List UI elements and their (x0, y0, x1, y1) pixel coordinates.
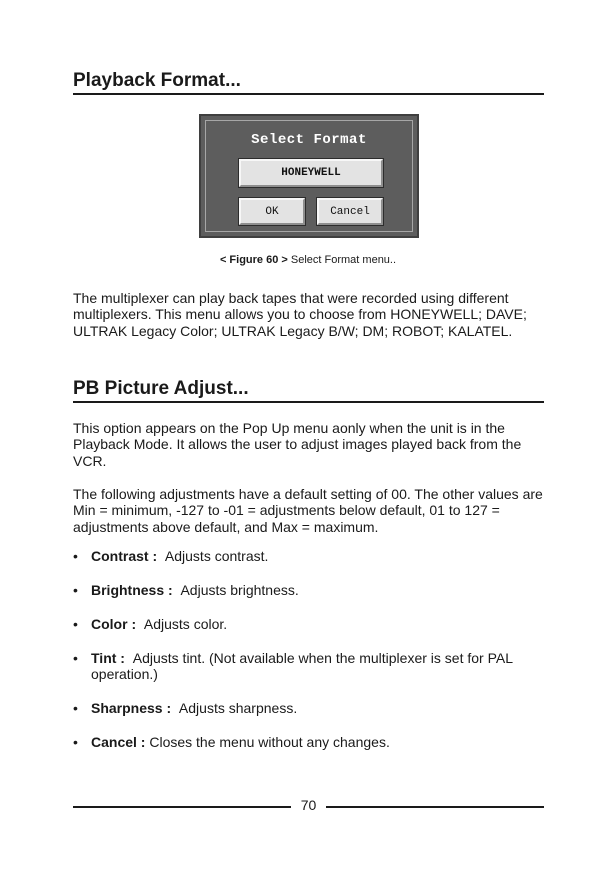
bullet-icon: • (73, 548, 78, 564)
item-description: Adjusts brightness. (180, 582, 299, 598)
item-term: Cancel : (91, 734, 146, 750)
figure-label: < Figure 60 > (219, 254, 288, 266)
adjustment-defaults-description: The following adjustments have a default setting of 00. The other values are Min = minimum, -127 to -01 = adjustments below default, 01 to 127 = adjustments above default, and Max = maximum. (73, 486, 543, 535)
bullet-icon: • (73, 582, 78, 598)
bullet-icon: • (73, 616, 78, 632)
select-format-dialog (199, 114, 419, 238)
footer-rule-right (326, 806, 544, 808)
list-item-cancel (73, 734, 553, 750)
item-description: Adjusts color. (143, 616, 228, 632)
figure-caption (0, 254, 616, 266)
item-description: Adjusts contrast. (164, 548, 269, 564)
list-item-contrast (73, 548, 553, 564)
ok-button[interactable]: OK (239, 198, 305, 225)
item-description: Adjusts tint. (Not available when the multiplexer is set for PAL operation.) (91, 650, 513, 683)
cancel-button[interactable]: Cancel (317, 198, 383, 225)
section-heading-playback-format: Playback Format... (73, 70, 544, 95)
list-item-sharpness (73, 700, 553, 716)
pb-picture-adjust-intro: This option appears on the Pop Up menu aonly when the unit is in the Playback Mode. It allows the user to adjust images played back from the VCR. (73, 420, 522, 469)
page-number: 70 (300, 797, 317, 813)
bullet-icon: • (73, 734, 78, 750)
list-item-tint (73, 650, 553, 683)
playback-format-description: The multiplexer can play back tapes that were recorded using different multiplexers. This menu allows you to choose from HONEYWELL; DAVE; ULTRAK Legacy Color; ULTRAK Legacy B/W; DM; ROBOT; KALATEL. (73, 290, 527, 339)
footer-rule-left (73, 806, 291, 808)
item-description: Closes the menu without any changes. (149, 734, 390, 750)
bullet-icon: • (73, 650, 78, 666)
item-term: Color : (91, 616, 137, 632)
list-item-color (73, 616, 553, 632)
bullet-icon: • (73, 700, 78, 716)
figure-caption-text: Select Format menu.. (290, 254, 397, 266)
item-term: Tint : (91, 650, 125, 666)
list-item-brightness (73, 582, 553, 598)
format-selector[interactable]: HONEYWELL (239, 159, 383, 187)
item-term: Contrast : (91, 548, 158, 564)
dialog-title: Select Format (251, 132, 367, 148)
item-term: Brightness : (91, 582, 173, 598)
item-description: Adjusts sharpness. (178, 700, 298, 716)
item-term: Sharpness : (91, 700, 172, 716)
dialog-frame (205, 120, 413, 232)
section-heading-pb-picture-adjust: PB Picture Adjust... (73, 378, 544, 403)
